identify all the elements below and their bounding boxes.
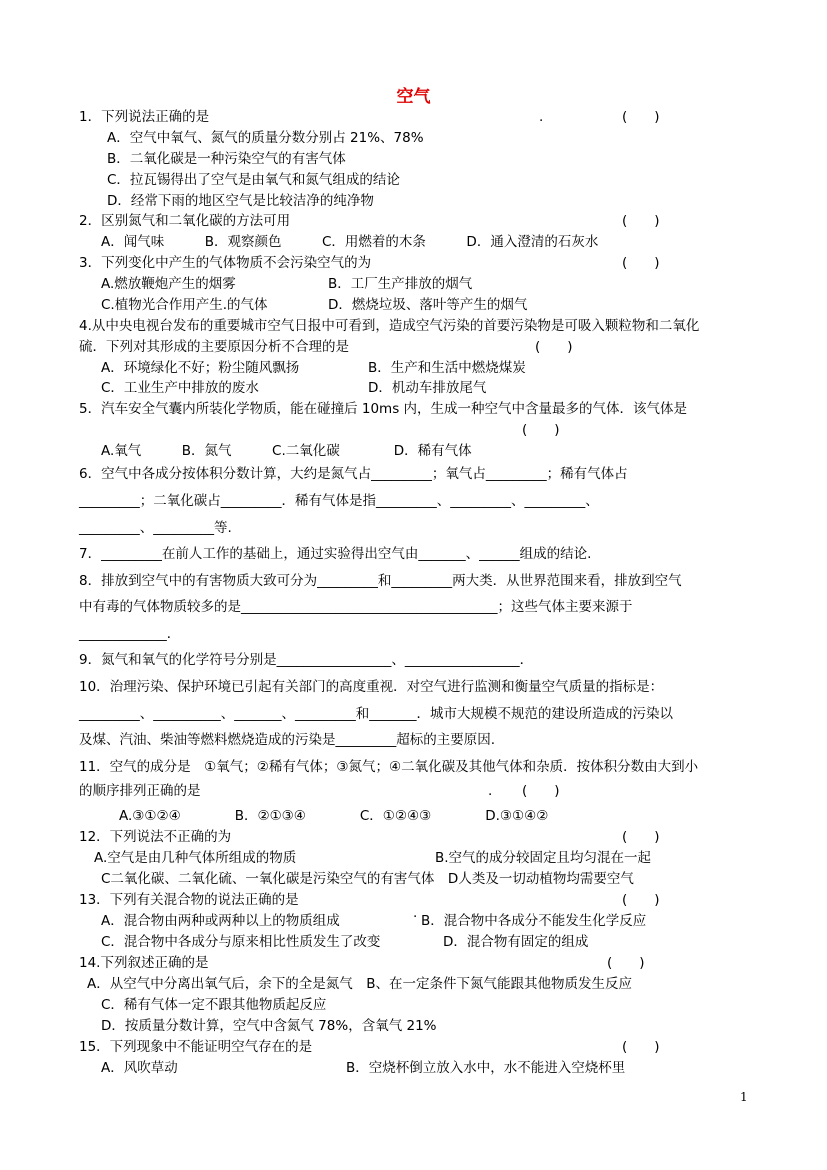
text-line: A.氧气 B．氮气 C.二氧化碳 D．稀有气体 [101, 443, 472, 459]
page-title: 空气 [396, 87, 431, 107]
text-line: C．拉瓦锡得出了空气是由氧气和氮气组成的结论 [107, 172, 400, 188]
text-line: 15．下列现象中不能证明空气存在的是 [79, 1039, 313, 1055]
text-line: 11．空气的成分是 ①氧气；②稀有气体；③氮气；④二氧化碳及其他气体和杂质．按体积分数由大到小 [79, 759, 699, 775]
text-line: _________、_________等. [79, 520, 232, 536]
text-line: C．工业生产中排放的废水 [101, 380, 259, 396]
text-line: C．稀有气体一定不跟其他物质起反应 [101, 997, 327, 1013]
text-line: 4.从中央电视台发布的重要城市空气日报中可看到，造成空气污染的首要污染物是可吸入颗粒物和二氧化 [79, 318, 700, 334]
text-line: B．空烧杯倒立放入水中，水不能进入空烧杯里 [346, 1060, 626, 1076]
text-line: ( ) [622, 1039, 660, 1055]
text-line: D．燃烧垃圾、落叶等产生的烟气 [328, 297, 528, 313]
text-line: ( ) [622, 213, 660, 229]
text-line: 9．氮气和氧气的化学符号分别是_________________、_________________． [79, 652, 534, 668]
text-line: . [413, 905, 418, 921]
text-line: _________；二氧化碳占_________．稀有气体是指_________、_________、_________、 [79, 493, 599, 509]
text-line: 5．汽车安全气囊内所装化学物质，能在碰撞后 10ms 内，生成一种空气中含量最多的气体．该气体是 [79, 401, 688, 417]
text-line: A．环境绿化不好；粉尘随风飘扬 [101, 360, 300, 376]
page-number: 1 [740, 1090, 748, 1104]
text-line: C．混合物中各成分与原来相比性质发生了改变 [101, 934, 381, 950]
text-line: ( ) [622, 109, 660, 125]
text-line: ( ) [522, 422, 560, 438]
text-line: 中有毒的气体物质较多的是______________________________________；这些气体主要来源于 [79, 599, 633, 615]
text-line: 8．排放到空气中的有害物质大致可分为_________和_________两大类．从世界范围来看，排放到空气 [79, 573, 682, 589]
text-line: 12．下列说法不正确的为 [79, 829, 232, 845]
text-line: 3．下列变化中产生的气体物质不会污染空气的为 [79, 255, 372, 271]
text-line: . [539, 109, 544, 125]
text-line: B．生产和生活中燃烧煤炭 [368, 360, 526, 376]
text-line: 14.下列叙述正确的是 [79, 955, 209, 971]
text-line: A.空气是由几种气体所组成的物质 [94, 850, 297, 866]
text-line: 6．空气中各成分按体积分数计算，大约是氮气占_________；氧气占_________；稀有气体占 [79, 466, 628, 482]
text-line: C二氧化碳、二氧化硫、一氧化碳是污染空气的有害气体 D人类及一切动植物均需要空气 [101, 871, 634, 887]
text-line: A．空气中氧气、氮气的质量分数分别占 21%、78% [107, 130, 424, 146]
text-line: D．经常下雨的地区空气是比较洁净的纯净物 [107, 193, 374, 209]
text-line: A．从空气中分离出氧气后，余下的全是氮气 B、在一定条件下氮气能跟其他物质发生反应 [87, 976, 632, 992]
text-line: D．按质量分数计算，空气中含氮气 78%，含氧气 21% [101, 1018, 437, 1034]
text-line: 硫．下列对其形成的主要原因分析不合理的是 [79, 339, 349, 355]
text-line: B．工厂生产排放的烟气 [328, 276, 473, 292]
text-line: C.植物光合作用产生.的气体 [101, 297, 268, 313]
text-line: ( ) [607, 955, 645, 971]
text-line: 1．下列说法正确的是 [79, 109, 210, 125]
text-line: ( ) [535, 339, 573, 355]
text-line: A．混合物由两种或两种以上的物质组成 [101, 913, 340, 929]
text-line: D．机动车排放尾气 [368, 380, 487, 396]
text-line: 2．区别氮气和二氧化碳的方法可用 [79, 213, 291, 229]
text-line: ( ) [622, 829, 660, 845]
text-line: 13．下列有关混合物的说法正确的是 [79, 892, 299, 908]
text-line: A.③①②④ B．②①③④ C．①②④③ D.③①④② [119, 808, 549, 824]
text-line: 10．治理污染、保护环境已引起有关部门的高度重视．对空气进行监测和衡量空气质量的指标是： [79, 679, 664, 695]
text-line: B．二氧化碳是一种污染空气的有害气体 [107, 151, 346, 167]
text-line: 的顺序排列正确的是 [79, 783, 201, 799]
text-line: B.空气的成分较固定且均匀混在一起 [435, 850, 652, 866]
text-line: _____________． [79, 626, 181, 642]
text-line: A.燃放鞭炮产生的烟雾 [101, 276, 236, 292]
text-line: ( ) [622, 255, 660, 271]
text-line: A．闻气味 B．观察颜色 C．用燃着的木条 D．通入澄清的石灰水 [101, 234, 599, 250]
text-line: _________、__________、_______、_________和_______．城市大规模不规范的建设所造成的污染以 [79, 706, 673, 722]
text-line: ( ) [622, 892, 660, 908]
text-line: 7．_________在前人工作的基础上，通过实验得出空气由_______、______组成的结论. [79, 546, 592, 562]
text-line: 及煤、汽油、柴油等燃料燃烧造成的污染是_________超标的主要原因. [79, 732, 496, 748]
text-line: D．混合物有固定的组成 [443, 934, 589, 950]
text-line: B．混合物中各成分不能发生化学反应 [421, 913, 647, 929]
text-line: ( ) [522, 783, 560, 799]
text-line: . [488, 783, 493, 799]
text-line: A．风吹草动 [101, 1060, 178, 1076]
